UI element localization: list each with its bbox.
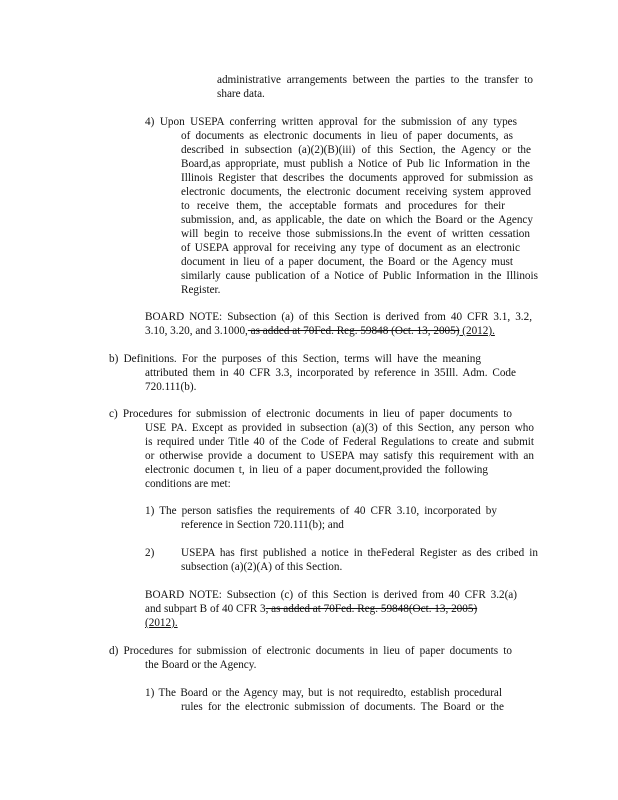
text-line xyxy=(145,602,477,616)
text-line: reference in Section 720.111(b); and xyxy=(181,519,344,531)
text-line: administrative arrangements between the parties to the transfer to xyxy=(217,74,533,86)
text-line: 1) The Board or the Agency may, but is not requiredto, establish procedural xyxy=(145,687,502,699)
deleted-text: , as added at 70Fed. Reg. 59848(Oct. 13, 2005) xyxy=(265,603,478,615)
text-line: submission, and, as applicable, the date on which the Board or the Agency xyxy=(181,214,533,226)
text-line xyxy=(145,324,495,338)
text-line: Illinois Register that describes the documents approved for submission as xyxy=(181,172,533,184)
text-line: to receive them, the acceptable formats and procedures for their xyxy=(181,200,505,212)
text-line: d) Procedures for submission of electronic documents in lieu of paper documents to xyxy=(109,645,512,657)
item-number: 2) xyxy=(145,547,155,559)
text-line: BOARD NOTE: Subsection (c) of this Section is derived from 40 CFR 3.2(a) xyxy=(145,589,517,601)
text-line: conditions are met: xyxy=(145,478,231,490)
text-line: or otherwise provide a document to USEPA may satisfy this requirement with an xyxy=(145,450,534,462)
text-line: subsection (a)(2)(A) of this Section. xyxy=(181,561,343,573)
text-line: rules for the electronic submission of documents. The Board or the xyxy=(181,701,504,713)
text-line: 4) Upon USEPA conferring written approval for the submission of any types xyxy=(145,116,517,128)
text-line: electronic documen t, in lieu of a paper document,provided the following xyxy=(145,464,488,476)
text-line: 720.111(b). xyxy=(145,381,197,393)
text-line: document in lieu of a paper document, the Board or the Agency must xyxy=(181,256,513,268)
text-line: share data. xyxy=(217,88,265,100)
text-line: of documents as electronic documents in lieu of paper documents, as xyxy=(181,130,513,142)
text-line: similarly cause publication of a Notice of Public Information in the Illinois xyxy=(181,270,538,282)
note-text: and subpart B of 40 CFR 3 xyxy=(145,603,266,615)
text-line: of USEPA approval for receiving any type of document as an electronic xyxy=(181,242,520,254)
text-line: USE PA. Except as provided in subsection (a)(3) of this Section, any person who xyxy=(145,422,534,434)
text-line: BOARD NOTE: Subsection (a) of this Section is derived from 40 CFR 3.1, 3.2, xyxy=(145,311,532,323)
text-line: 1) The person satisfies the requirements of 40 CFR 3.10, incorporated by xyxy=(145,505,497,517)
inserted-text: (2012). xyxy=(145,617,178,629)
inserted-text: (2012). xyxy=(459,325,495,337)
text-line: the Board or the Agency. xyxy=(145,659,257,671)
text-line: will begin to receive those submissions.In the event of written cessation xyxy=(181,228,530,240)
deleted-text: as added at 70Fed. Reg. 59848 (Oct. 13, 2005) xyxy=(247,325,460,337)
text-line: Board,as appropriate, must publish a Notice of Pub lic Information in the xyxy=(181,158,530,170)
text-line: c) Procedures for submission of electronic documents in lieu of paper documents to xyxy=(109,408,512,420)
text-line: USEPA has first published a notice in theFederal Register as des cribed in xyxy=(181,547,538,559)
text-line: b) Definitions. For the purposes of this Section, terms will have the meaning xyxy=(109,353,481,365)
text-line: is required under Title 40 of the Code of Federal Regulations to create and submit xyxy=(145,436,534,448)
text-line: Register. xyxy=(181,284,221,296)
text-line: electronic documents, the electronic document receiving system approved xyxy=(181,186,531,198)
text-line: attributed them in 40 CFR 3.3, incorporated by reference in 35Ill. Adm. Code xyxy=(145,367,516,379)
note-text: 3.10, 3.20, and 3.1000, xyxy=(145,325,248,337)
text-line: described in subsection (a)(2)(B)(iii) of this Section, the Agency or the xyxy=(181,144,531,156)
